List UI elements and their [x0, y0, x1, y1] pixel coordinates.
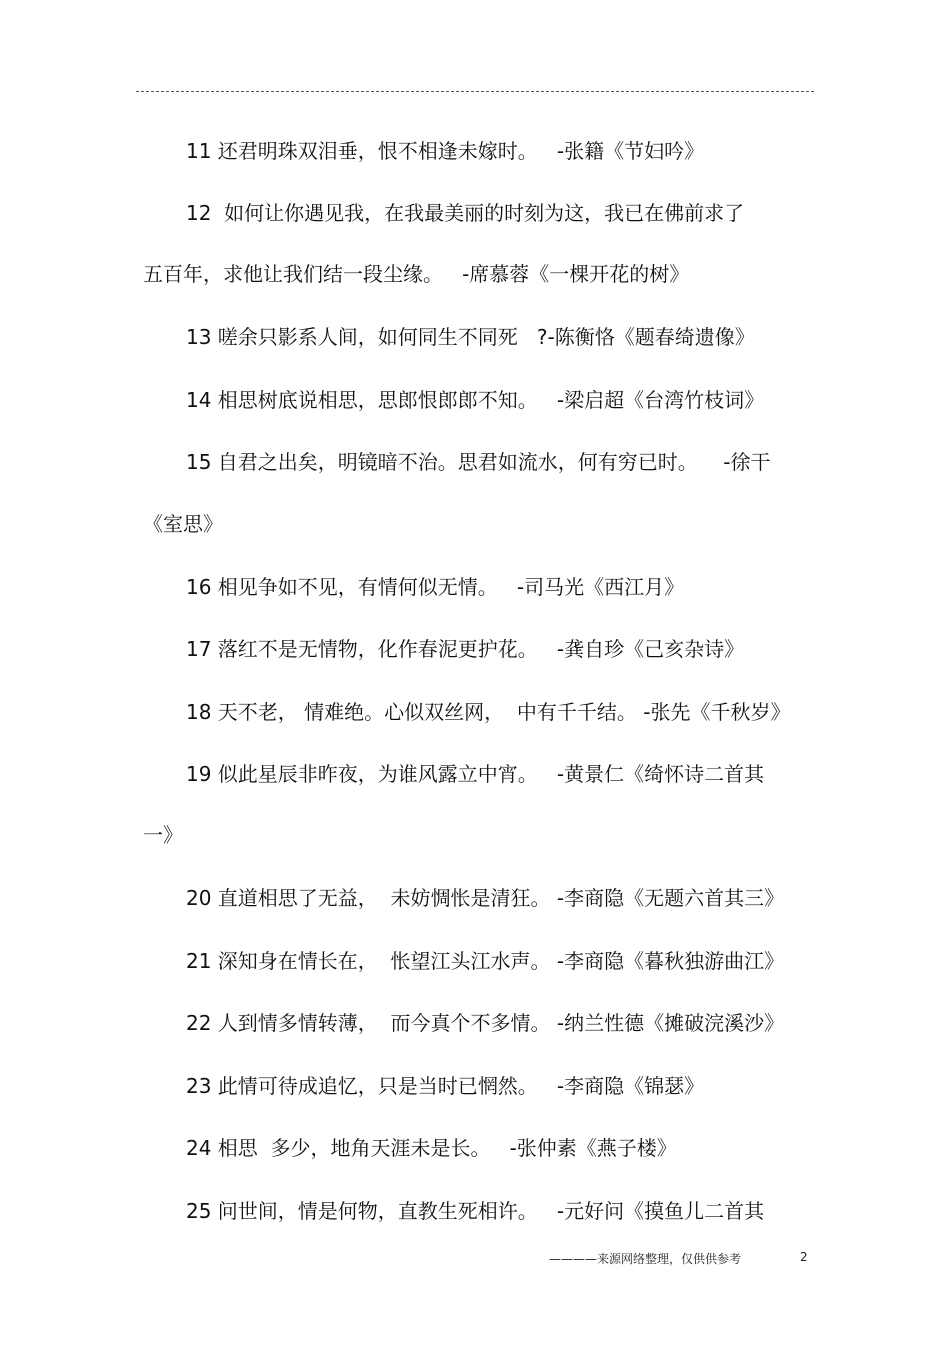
poem-line-15: 15 自君之出矣，明镜暗不治。思君如流水，何有穷已时。 -徐干	[186, 450, 771, 474]
poem-line-14: 14 相思树底说相思，思郎恨郎郎不知。 -梁启超《台湾竹枝词》	[186, 388, 765, 412]
poem-line-16: 16 相见争如不见，有情何似无情。 -司马光《西江月》	[186, 575, 685, 599]
poem-line-21: 21 深知身在情长在， 怅望江头江水声。 -李商隐《暮秋独游曲江》	[186, 949, 785, 973]
poem-line-18: 18 天不老， 情难绝。心似双丝网， 中有千千结。 -张先《千秋岁》	[186, 700, 791, 724]
poem-line-15-cont: 《室思》	[143, 512, 223, 536]
poem-line-20: 20 直道相思了无益， 未妨惆怅是清狂。 -李商隐《无题六首其三》	[186, 886, 785, 910]
poem-line-22: 22 人到情多情转薄， 而今真个不多情。 -纳兰性德《摊破浣溪沙》	[186, 1011, 785, 1035]
footer-source-note: ————来源网络整理，仅供供参考	[549, 1252, 742, 1266]
poem-line-13: 13 嗟余只影系人间，如何同生不同死 ?-陈衡恪《题春绮遗像》	[186, 325, 755, 349]
page-number: 2	[800, 1250, 808, 1264]
poem-line-23: 23 此情可待成追忆，只是当时已惘然。 -李商隐《锦瑟》	[186, 1074, 705, 1098]
poem-line-12: 12 如何让你遇见我，在我最美丽的时刻为这，我已在佛前求了	[186, 201, 745, 225]
poem-line-11: 11 还君明珠双泪垂，恨不相逢未嫁时。 -张籍《节妇吟》	[186, 139, 705, 163]
poem-line-17: 17 落红不是无情物，化作春泥更护花。 -龚自珍《己亥杂诗》	[186, 637, 745, 661]
poem-line-25: 25 问世间，情是何物，直教生死相许。 -元好问《摸鱼儿二首其	[186, 1199, 765, 1223]
poem-line-19-cont: 一》	[143, 823, 183, 847]
poem-line-12-cont: 五百年，求他让我们结一段尘缘。 -席慕蓉《一棵开花的树》	[143, 262, 690, 286]
poem-line-24: 24 相思 多少，地角天涯未是长。 -张仲素《燕子楼》	[186, 1136, 677, 1160]
poem-line-19: 19 似此星辰非昨夜，为谁风露立中宵。 -黄景仁《绮怀诗二首其	[186, 762, 765, 786]
header-rule	[136, 91, 814, 92]
